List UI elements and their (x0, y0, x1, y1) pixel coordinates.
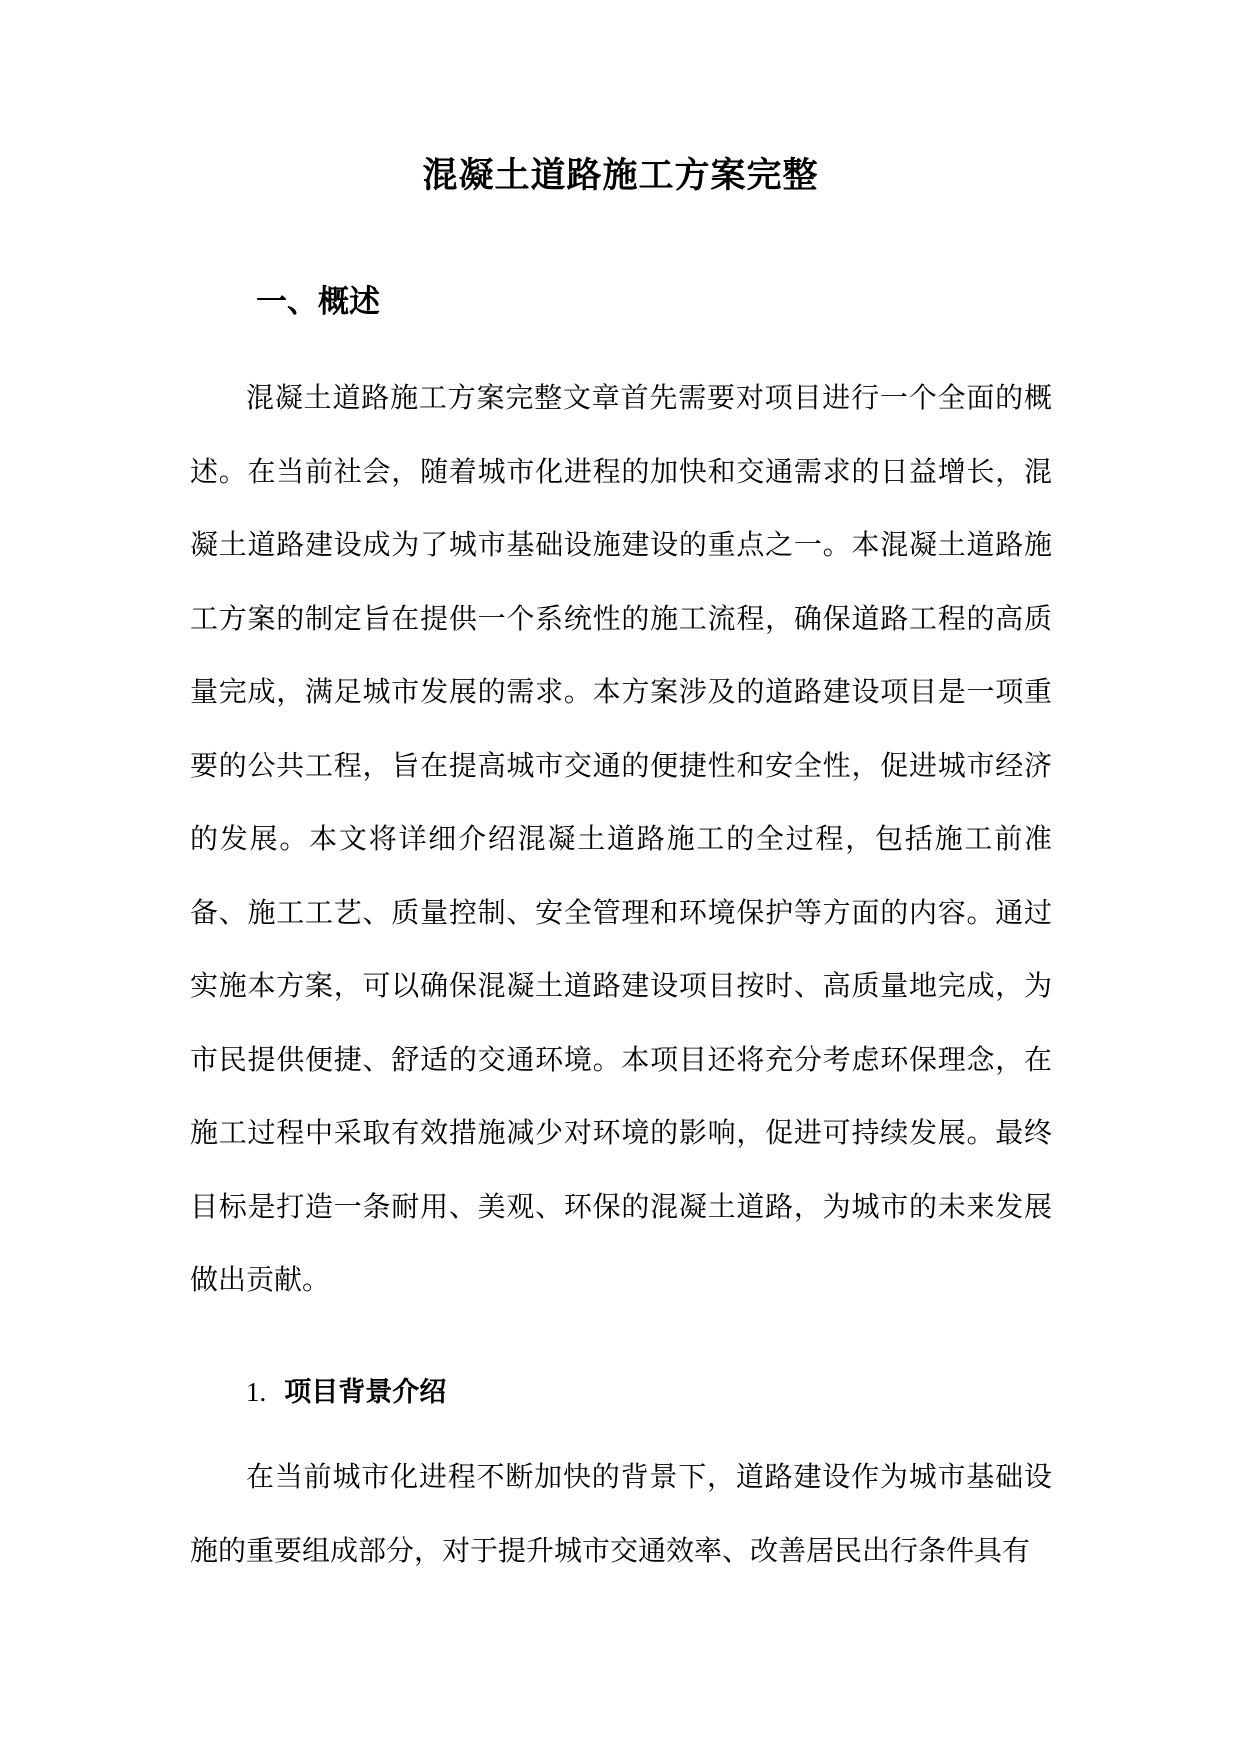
section-heading-overview: 一、概述 (256, 284, 380, 320)
background-paragraph: 在当前城市化进程不断加快的背景下，道路建设作为城市基础设施的重要组成部分，对于提升城市交通效率、改善居民出行条件具有 (190, 1460, 1052, 1567)
subsection-number: 1. (246, 1377, 267, 1407)
document-title: 混凝土道路施工方案完整 (422, 155, 819, 196)
overview-paragraph: 混凝土道路施工方案完整文章首先需要对项目进行一个全面的概述。在当前社会，随着城市化进程的加快和交通需求的日益增长，混凝土道路建设成为了城市基础设施建设的重点之一。本混凝土道路施工方案的制定旨在提供一个系统性的施工流程，确保道路工程的高质量完成，满足城市发展的需求。本方案涉及的道路建设项目是一项重要的公共工程，旨在提高城市交通的便捷性和安全性，促进城市经济的发展。本文将详细介绍混凝土道路施工的全过程，包括施工前准备、施工工艺、质量控制、安全管理和环境保护等方面的内容。通过实施本方案，可以确保混凝土道路建设项目按时、高质量地完成，为市民提供便捷、舒适的交通环境。本项目还将充分考虑环保理念，在施工过程中采取有效措施减少对环境的影响，促进可持续发展。最终目标是打造一条耐用、美观、环保的混凝土道路，为城市的未来发展做出贡献。 (190, 381, 1052, 1296)
subsection-title: 项目背景介绍 (284, 1377, 447, 1408)
subsection-heading (246, 1372, 446, 1413)
